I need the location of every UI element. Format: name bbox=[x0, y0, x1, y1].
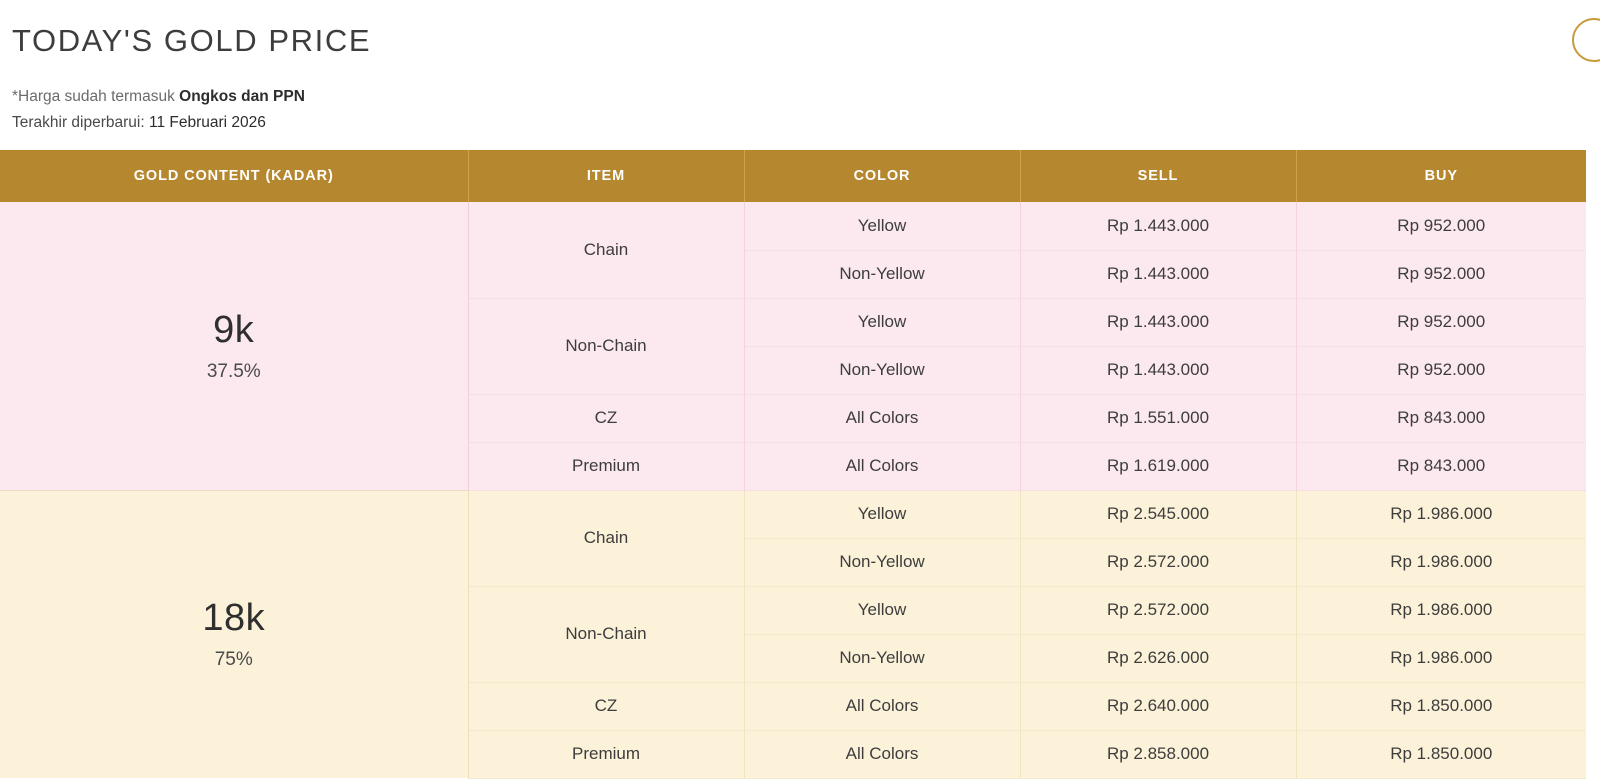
color-cell: Non-Yellow bbox=[744, 250, 1020, 298]
sell-price-cell: Rp 1.443.000 bbox=[1020, 250, 1296, 298]
note-prefix: *Harga sudah termasuk bbox=[12, 88, 180, 105]
color-cell: All Colors bbox=[744, 682, 1020, 730]
color-cell: Yellow bbox=[744, 490, 1020, 538]
color-cell: All Colors bbox=[744, 442, 1020, 490]
color-cell: Non-Yellow bbox=[744, 346, 1020, 394]
table-row bbox=[0, 490, 1586, 538]
buy-price-cell: Rp 1.986.000 bbox=[1296, 490, 1586, 538]
kadar-cell-9k bbox=[0, 202, 468, 490]
sell-price-cell: Rp 1.443.000 bbox=[1020, 346, 1296, 394]
column-header-buy: BUY bbox=[1296, 150, 1586, 202]
updated-value: 11 Februari 2026 bbox=[148, 114, 266, 131]
item-cell: CZ bbox=[468, 682, 744, 730]
buy-price-cell: Rp 1.986.000 bbox=[1296, 538, 1586, 586]
item-cell: Chain bbox=[468, 490, 744, 586]
kadar-value: 9k bbox=[213, 308, 255, 351]
item-cell: Non-Chain bbox=[468, 586, 744, 682]
kadar-cell-18k bbox=[0, 490, 468, 778]
buy-price-cell: Rp 843.000 bbox=[1296, 442, 1586, 490]
note-included-line bbox=[12, 84, 1600, 110]
sell-price-cell: Rp 1.551.000 bbox=[1020, 394, 1296, 442]
item-cell: Premium bbox=[468, 442, 744, 490]
color-cell: All Colors bbox=[744, 394, 1020, 442]
price-notes bbox=[12, 84, 1600, 136]
buy-price-cell: Rp 1.850.000 bbox=[1296, 682, 1586, 730]
color-cell: Yellow bbox=[744, 586, 1020, 634]
item-cell: Chain bbox=[468, 202, 744, 298]
column-header-sell: SELL bbox=[1020, 150, 1296, 202]
item-cell: CZ bbox=[468, 394, 744, 442]
buy-price-cell: Rp 1.986.000 bbox=[1296, 634, 1586, 682]
column-header-color: COLOR bbox=[744, 150, 1020, 202]
updated-label: Terakhir diperbarui: bbox=[12, 114, 149, 131]
sell-price-cell: Rp 2.572.000 bbox=[1020, 586, 1296, 634]
page-title: TODAY'S GOLD PRICE bbox=[12, 23, 372, 58]
note-updated-line bbox=[12, 110, 1600, 136]
gold-price-table bbox=[0, 150, 1586, 779]
sell-price-cell: Rp 1.443.000 bbox=[1020, 298, 1296, 346]
item-cell: Non-Chain bbox=[468, 298, 744, 394]
buy-price-cell: Rp 952.000 bbox=[1296, 202, 1586, 250]
sell-price-cell: Rp 1.619.000 bbox=[1020, 442, 1296, 490]
note-strong: Ongkos dan PPN bbox=[179, 88, 305, 105]
sell-price-cell: Rp 2.572.000 bbox=[1020, 538, 1296, 586]
column-header-item: ITEM bbox=[468, 150, 744, 202]
color-cell: Yellow bbox=[744, 298, 1020, 346]
sell-price-cell: Rp 1.443.000 bbox=[1020, 202, 1296, 250]
buy-price-cell: Rp 952.000 bbox=[1296, 346, 1586, 394]
buy-price-cell: Rp 952.000 bbox=[1296, 298, 1586, 346]
buy-price-cell: Rp 843.000 bbox=[1296, 394, 1586, 442]
sell-price-cell: Rp 2.545.000 bbox=[1020, 490, 1296, 538]
sell-price-cell: Rp 2.626.000 bbox=[1020, 634, 1296, 682]
color-cell: Yellow bbox=[744, 202, 1020, 250]
buy-price-cell: Rp 952.000 bbox=[1296, 250, 1586, 298]
column-header-kadar: GOLD CONTENT (KADAR) bbox=[0, 150, 468, 202]
item-cell: Premium bbox=[468, 730, 744, 778]
kadar-purity: 37.5% bbox=[206, 360, 261, 382]
color-cell: Non-Yellow bbox=[744, 634, 1020, 682]
table-header-row bbox=[0, 150, 1586, 202]
kadar-value: 18k bbox=[202, 597, 266, 640]
sell-price-cell: Rp 2.640.000 bbox=[1020, 682, 1296, 730]
sell-price-cell: Rp 2.858.000 bbox=[1020, 730, 1296, 778]
color-cell: All Colors bbox=[744, 730, 1020, 778]
buy-price-cell: Rp 1.986.000 bbox=[1296, 586, 1586, 634]
table-row bbox=[0, 202, 1586, 250]
buy-price-cell: Rp 1.850.000 bbox=[1296, 730, 1586, 778]
kadar-purity: 75% bbox=[214, 649, 253, 671]
color-cell: Non-Yellow bbox=[744, 538, 1020, 586]
